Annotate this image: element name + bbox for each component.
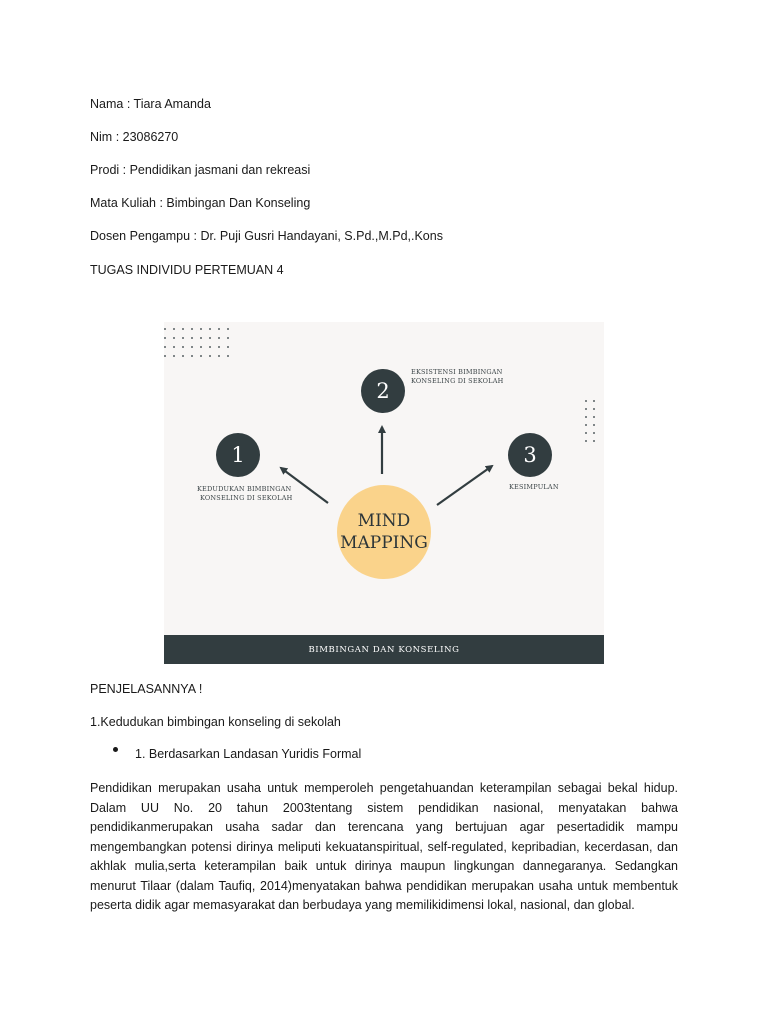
node-2-label-line2: KONSELING DI SEKOLAH [411,377,504,385]
student-nim: Nim : 23086270 [90,130,179,144]
arrow-to-node-3 [437,466,492,505]
bullet-dot [113,747,118,752]
node-2-label-line1: EKSISTENSI BIMBINGAN [411,368,503,376]
bullet-item-1: 1. Berdasarkan Landasan Yuridis Formal [135,747,362,761]
body-paragraph: Pendidikan merupakan usaha untuk memperoleh pengetahuandan keterampilan sebagai bekal hidup. Dalam UU No. 20 tahun 2003tentang sistem pendidikan nasional, menyatakan bahwa pendidikanmerupakan usaha sadar dan terencana yang bertujuan agar pesertadidik mampu mengembangkan potensi dirinya meliputi kekuatanspiritual, self-regulated, kepribadian, kecerdasan, dan akhlak mulia,serta keterampilan baik untuk dirinya maupun lingkungan dannegaranya. Sedangkan menurut Tilaar (dalam Taufiq, 2014)menyatakan bahwa pendidikan merupakan usaha untuk membentuk peserta didik agar memasyarakat dan berbudaya yang memilikidimensi lokal, nasional, dan global. [90,781,678,912]
node-1-label [197,485,292,503]
mind-map-center [337,485,431,579]
lecturer-name: Dosen Pengampu : Dr. Puji Gusri Handayani, S.Pd.,M.Pd,.Kons [90,229,443,243]
course-name: Mata Kuliah : Bimbingan Dan Konseling [90,196,311,210]
study-program: Prodi : Pendidikan jasmani dan rekreasi [90,163,311,177]
node-3-label: KESIMPULAN [509,483,559,491]
assignment-title: TUGAS INDIVIDU PERTEMUAN 4 [90,263,284,277]
explanation-heading: PENJELASANNYA ! [90,682,203,696]
node-1-label-line1: KEDUDUKAN BIMBINGAN [197,485,292,493]
mind-map-footer-bar: BIMBINGAN DAN KONSELING [164,635,604,664]
node-2-circle: 2 [361,369,405,413]
node-1-label-line2: KONSELING DI SEKOLAH [200,494,293,502]
center-title-line2: MAPPING [340,533,428,553]
section-1-title: 1.Kedudukan bimbingan konseling di sekolah [90,715,341,729]
student-name: Nama : Tiara Amanda [90,97,211,111]
node-3-circle: 3 [508,433,552,477]
mind-map-figure [164,322,604,664]
node-2-label [411,368,503,386]
center-title-line1: MIND [357,511,411,531]
node-1-circle: 1 [216,433,260,477]
